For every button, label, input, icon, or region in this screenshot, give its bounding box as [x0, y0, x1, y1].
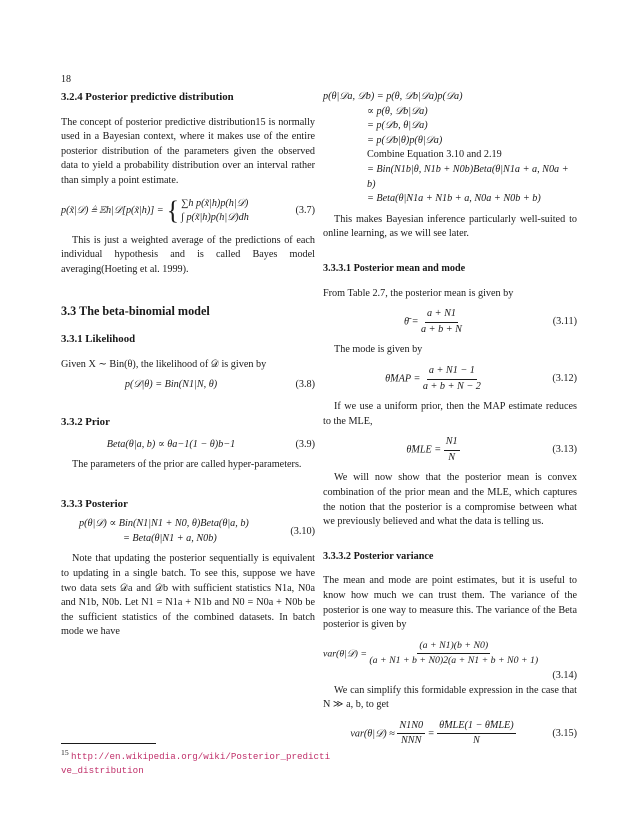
batch-line3: = p(𝒟b, θ|𝒟a): [367, 120, 428, 132]
equation-3-14: [323, 639, 577, 669]
eq311-lhs: θ̄ =: [404, 316, 419, 328]
sequential-update-paragraph: Note that updating the posterior sequentially is equivalent to updating in a single batch. To see this, suppose we have two data sets 𝒟a and 𝒟b with sufficient statistics N1a, N0a and N1b, N0b. Let N1 = N1a + N1b and N0 = N0a + N0b be the sufficient statistics of the combined datasets. In batch mode we have: [61, 553, 315, 638]
eq313-lhs: θ̂MLE =: [406, 444, 442, 456]
eq39-body: Beta(θ|a, b) ∝ θa−1(1 − θ)b−1: [106, 438, 236, 450]
eq313-number: (3.13): [552, 444, 577, 456]
convex-combination-paragraph: We will now show that the posterior mean is convex combination of the prior mean and the MLE, which captures the notion that the posterior is a compromise between what we previously believed and what the data is telling us.: [323, 472, 577, 528]
eq313-denominator: N: [448, 451, 456, 463]
footnote-link[interactable]: http://en.wikipedia.org/wiki/Posterior_predictive_distribution: [61, 751, 331, 776]
section-3-3-title: 3.3 The beta-binomial model: [61, 303, 210, 318]
eq311-numerator: a + N1: [425, 307, 458, 323]
eq37-case-integral: ∫ p(x̃|h)p(h|𝒟)dh: [181, 212, 249, 224]
section-3-3-1-title: 3.3.1 Likelihood: [61, 333, 136, 346]
equation-3-13: [323, 435, 577, 465]
eq310-line2: = Beta(θ|N1 + a, N0b): [123, 532, 217, 544]
eq315-equals: =: [427, 728, 435, 740]
equation-3-8: [61, 378, 315, 393]
section-3-3-3-2-title: 3.3.3.2 Posterior variance: [323, 550, 434, 562]
eq313-numerator: N1: [444, 435, 460, 451]
section-3-3-3-title: 3.3.3 Posterior: [61, 497, 128, 510]
section-3-2-4-title: 3.2.4 Posterior predictive distribution: [61, 91, 234, 103]
hyper-parameters-paragraph: The parameters of the prior are called hyper-parameters.: [72, 459, 302, 471]
likelihood-paragraph: Given X ∼ Bin(θ), the likelihood of 𝒟 is given by: [61, 358, 267, 370]
eq315-number: (3.15): [552, 727, 577, 739]
eq314-numerator: (a + N1)(b + N0): [417, 639, 490, 655]
eq312-denominator: a + b + N − 2: [422, 380, 481, 392]
eq310-number: (3.10): [290, 525, 315, 537]
batch-line5: Combine Equation 3.10 and 2.19: [367, 149, 502, 161]
eq37-number: (3.7): [295, 204, 315, 216]
batch-line1: p(θ|𝒟a, 𝒟b) = p(θ, 𝒟b|𝒟a)p(𝒟a): [323, 91, 463, 102]
eq315-lhs: var(θ|𝒟) ≈: [350, 728, 395, 740]
eq314-number: (3.14): [552, 670, 577, 681]
posterior-predictive-paragraph: The concept of posterior predictive distribution15 is normally used in a Bayesian context, where it makes use of the entire posterior distribution of the parameters given the observed data to yield a probability distribution over an interval rather than simply a point estimate.: [61, 116, 315, 186]
eq312-number: (3.12): [552, 372, 577, 384]
equation-3-12: [323, 364, 577, 394]
right-column: [323, 90, 577, 755]
footnote: [61, 747, 331, 777]
footnote-number: 15: [61, 748, 69, 757]
eq315-frac2-denominator: N: [472, 735, 480, 747]
eq312-numerator: a + N1 − 1: [427, 364, 477, 380]
online-learning-paragraph: This makes Bayesian inference particularly well-suited to online learning, as we will see later.: [323, 213, 577, 240]
eq315-frac1-numerator: N1N0: [397, 719, 425, 735]
eq38-number: (3.8): [295, 379, 315, 391]
section-3-3-3-1-title: 3.3.3.1 Posterior mean and mode: [323, 262, 466, 274]
batch-line6: = Bin(N1b|θ, N1b + N0b)Beta(θ|N1a + a, N0a + b): [367, 163, 569, 190]
bayes-model-averaging-paragraph: This is just a weighted average of the predictions of each individual hypothesis and is called Bayes model averaging(Hoeting et al. 1999).: [61, 234, 315, 275]
eq310-line1: p(θ|𝒟) ∝ Bin(N1|N1 + N0, θ)Beta(θ|a, b): [79, 518, 249, 530]
eq314-lhs: var(θ|𝒟) =: [323, 648, 367, 660]
batch-derivation: [323, 90, 577, 207]
eq37-case-sum: ∑h p(x̃|h)p(h|𝒟): [181, 197, 249, 209]
simplify-paragraph: We can simplify this formidable expression in the case that N ≫ a, b, to get: [323, 684, 577, 711]
eq311-denominator: a + b + N: [421, 323, 462, 335]
posterior-mean-paragraph: From Table 2.7, the posterior mean is given by: [323, 287, 514, 299]
equation-3-10: [61, 517, 315, 546]
eq315-frac1-denominator: NNN: [401, 735, 422, 747]
brace-symbol: {: [166, 196, 180, 226]
variance-paragraph: The mean and mode are point estimates, but it is useful to know how much we can trust them. The variance of the posterior is one way to measure this. The variance of the Beta posterior is given by: [323, 575, 577, 631]
section-3-3-2-title: 3.3.2 Prior: [61, 415, 110, 428]
left-column: [61, 90, 315, 640]
mle-paragraph: If we use a uniform prior, then the MAP estimate reduces to the MLE,: [323, 401, 577, 427]
footnote-rule: [61, 743, 156, 744]
mode-paragraph: The mode is given by: [334, 344, 423, 356]
equation-3-9: [61, 438, 315, 453]
page-number: 18: [61, 74, 71, 85]
batch-line4: = p(𝒟b|θ)p(θ|𝒟a): [367, 134, 443, 146]
equation-3-15: [323, 719, 577, 749]
eq314-denominator: (a + N1 + b + N0)2(a + N1 + b + N0 + 1): [369, 655, 539, 667]
eq37-lhs: p(x̃|𝒟) ≜ 𝔼h|𝒟[p(x̃|h)] =: [61, 204, 164, 216]
batch-line7: = Beta(θ|N1a + N1b + a, N0a + N0b + b): [367, 193, 541, 205]
equation-3-11: [323, 307, 577, 337]
eq315-frac2-numerator: θ̂MLE(1 − θ̂MLE): [437, 719, 516, 735]
batch-line2: ∝ p(θ, 𝒟b|𝒟a): [367, 105, 428, 117]
equation-3-7: [61, 197, 315, 226]
eq38-body: p(𝒟|θ) = Bin(N1|N, θ): [124, 379, 218, 391]
eq39-number: (3.9): [295, 438, 315, 450]
eq311-number: (3.11): [552, 315, 577, 327]
eq312-lhs: θ̂MAP =: [385, 373, 421, 385]
